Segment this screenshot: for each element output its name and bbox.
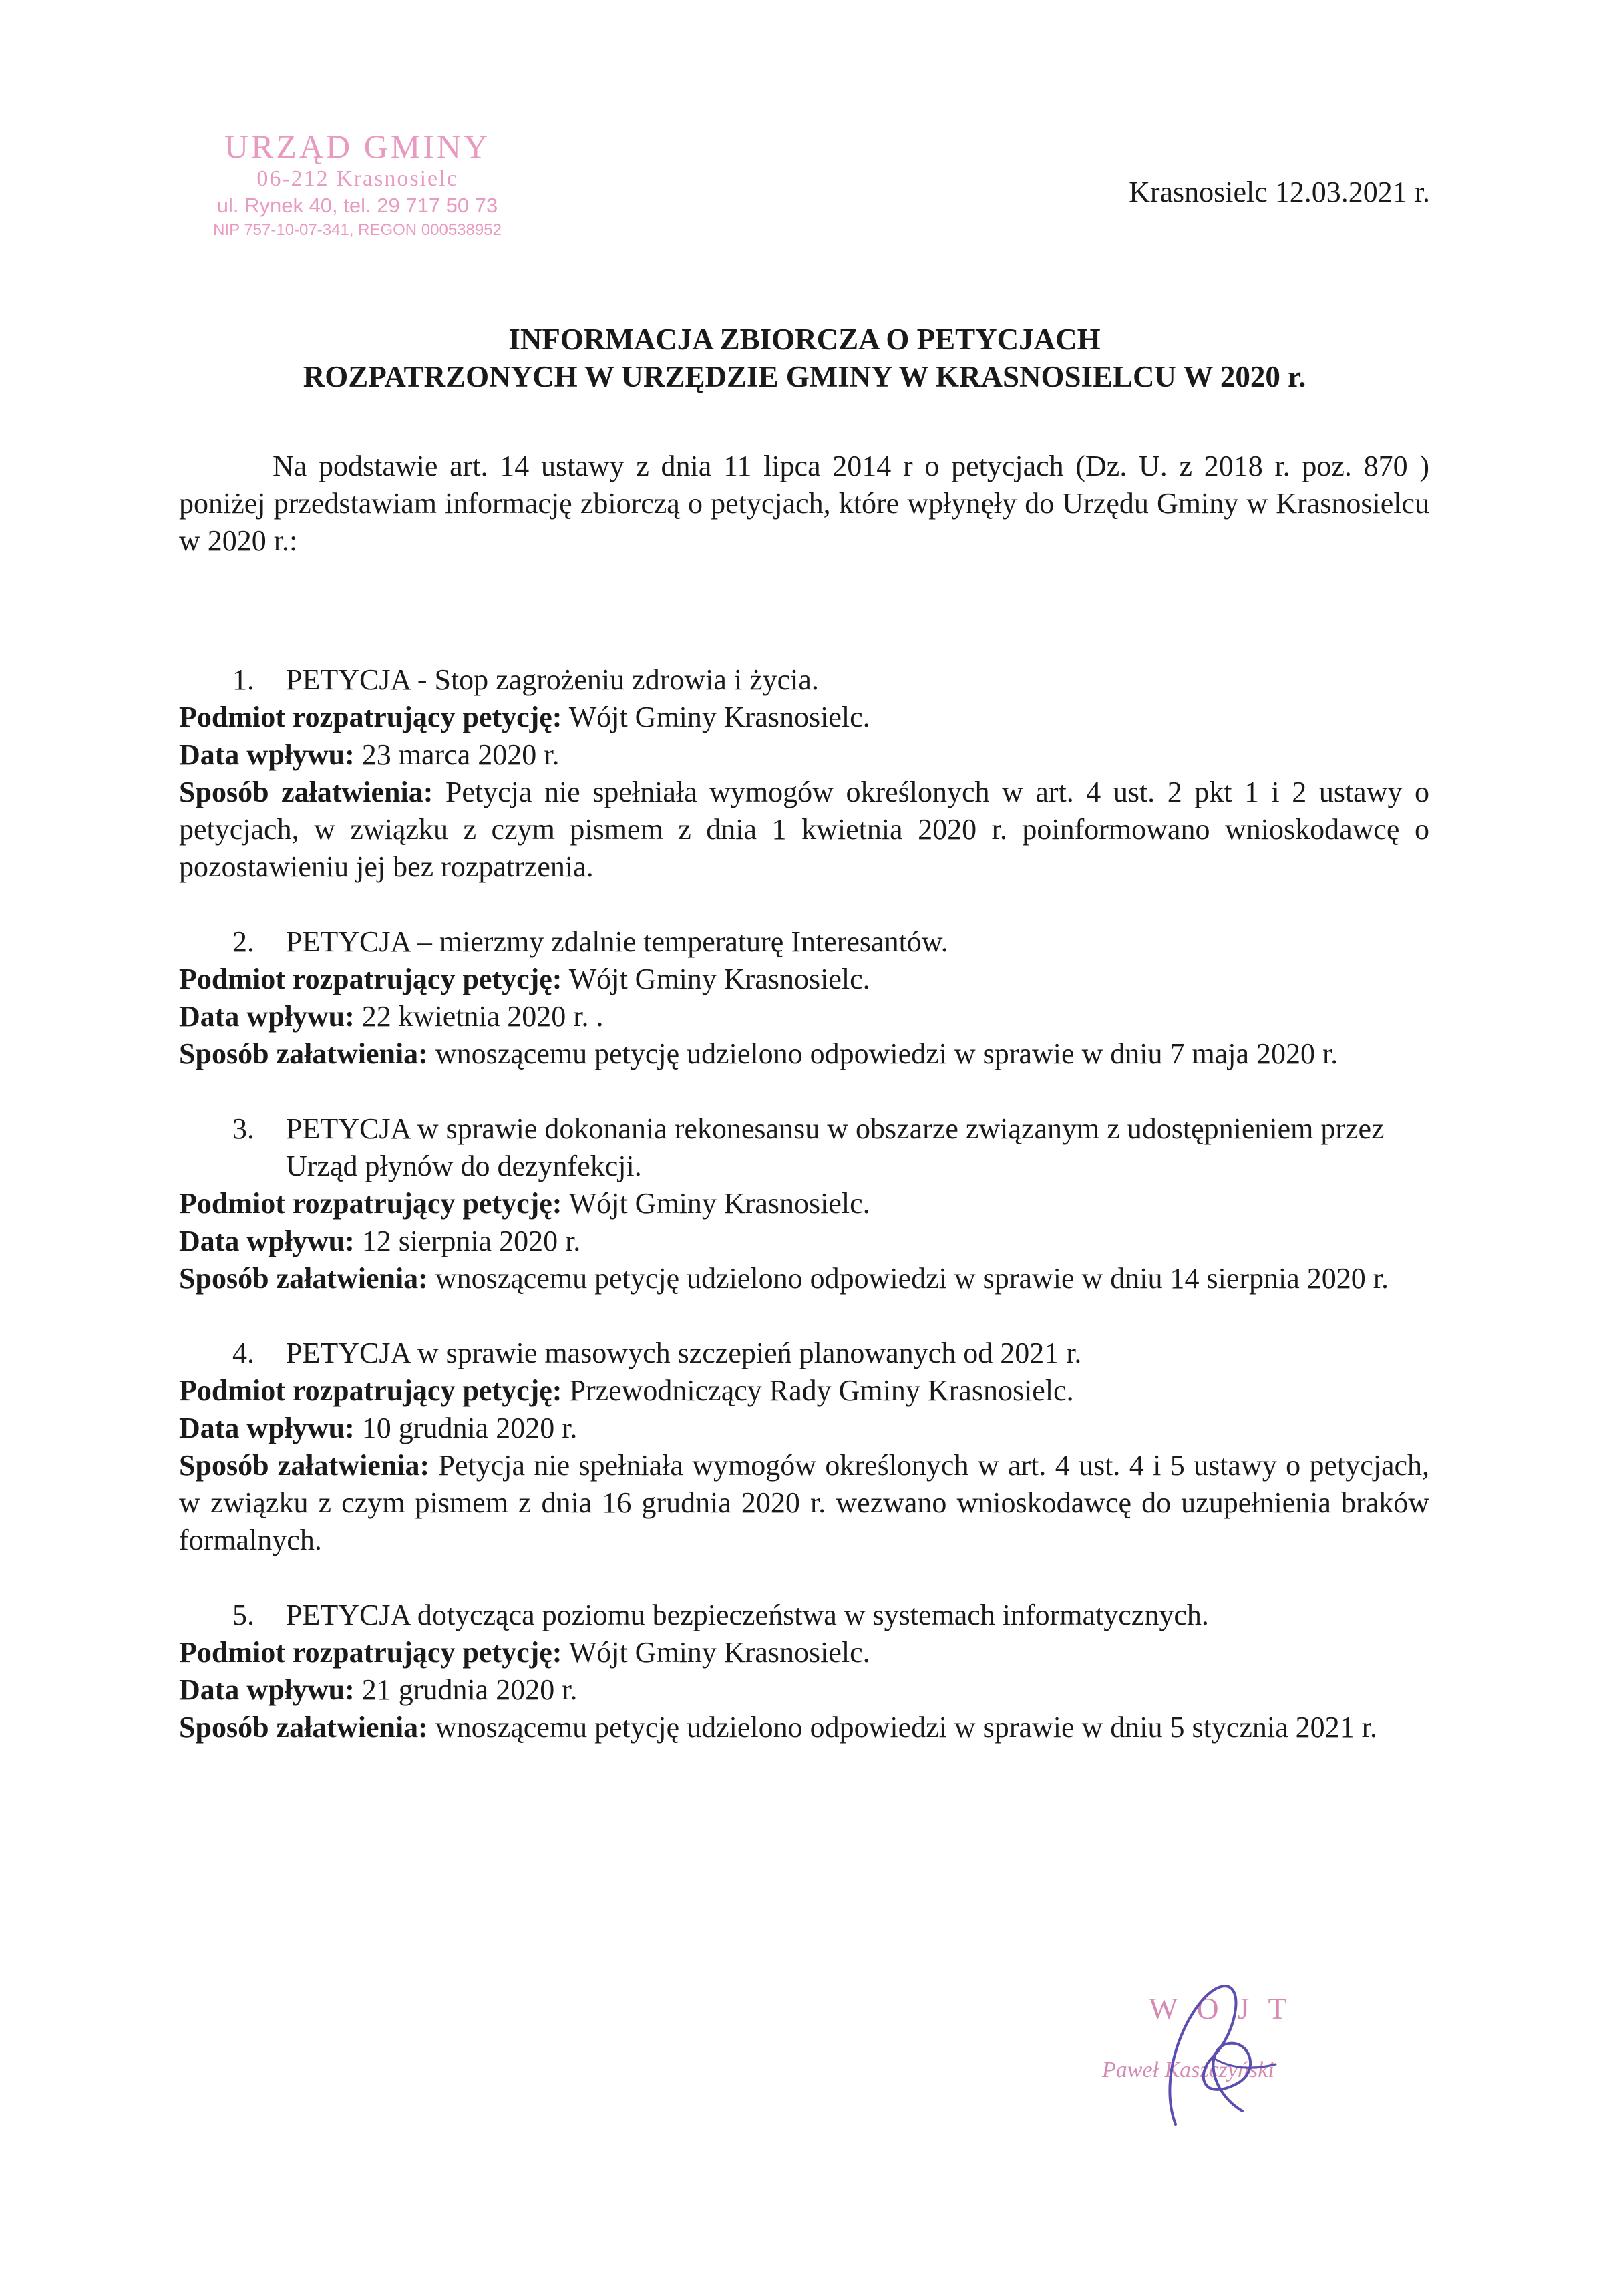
petition-heading [179, 1110, 1429, 1185]
subject-label: Podmiot rozpatrujący petycję: [179, 701, 562, 733]
petition-title: PETYCJA w sprawie dokonania rekonesansu w obszarze związanym z udostępnieniem przez Urząd płynów do dezynfekcji. [286, 1112, 1385, 1182]
petition-item [179, 923, 1429, 1073]
document-title [0, 321, 1609, 395]
signature-block [1075, 1957, 1383, 2131]
stamp-line-1: URZĄD GMINY [224, 128, 491, 165]
petition-date [179, 736, 1429, 774]
stamp-line-2: 06-212 Krasnosielc [256, 166, 458, 191]
petition-heading [179, 1597, 1429, 1634]
petition-title: PETYCJA – mierzmy zdalnie temperaturę Interesantów. [286, 925, 948, 958]
petition-method [179, 774, 1429, 886]
petition-title: PETYCJA - Stop zagrożeniu zdrowia i życia. [286, 663, 819, 696]
petition-item [179, 1110, 1429, 1297]
petition-number: 1. [232, 663, 254, 696]
title-line-2: ROZPATRZONYCH W URZĘDZIE GMINY W KRASNOSIELCU W 2020 r. [303, 360, 1306, 393]
subject-value: Wójt Gminy Krasnosielc. [568, 1187, 870, 1220]
subject-value: Przewodniczący Rady Gminy Krasnosielc. [569, 1374, 1074, 1407]
subject-value: Wójt Gminy Krasnosielc. [568, 701, 870, 733]
method-value: wnoszącemu petycję udzielono odpowiedzi w sprawie w dniu 14 sierpnia 2020 r. [435, 1262, 1389, 1295]
petition-subject [179, 699, 1429, 736]
petition-item [179, 1597, 1429, 1746]
method-label: Sposób załatwienia: [179, 1262, 428, 1295]
intro-text: Na podstawie art. 14 ustawy z dnia 11 lipca 2014 r o petycjach (Dz. U. z 2018 r. poz. 870 ) poniżej przedstawiam informację zbiorczą o petycjach, które wpłynęły do Urzędu Gminy w Krasnosielcu w 2020 r.: [179, 450, 1429, 557]
petition-number: 5. [232, 1599, 254, 1631]
title-line-1: INFORMACJA ZBIORCZA O PETYCJACH [508, 323, 1101, 356]
stamp-line-3: ul. Rynek 40, tel. 29 717 50 73 [216, 194, 498, 217]
petitions-list [179, 661, 1429, 1784]
date-label: Data wpływu: [179, 1224, 355, 1257]
petition-method [179, 1035, 1429, 1073]
method-label: Sposób załatwienia: [179, 776, 433, 808]
stamp-line-4: NIP 757-10-07-341, REGON 000538952 [213, 221, 502, 239]
subject-label: Podmiot rozpatrujący petycję: [179, 963, 562, 995]
method-label: Sposób załatwienia: [179, 1711, 428, 1744]
date-value: 23 marca 2020 r. [361, 738, 560, 771]
petition-heading [179, 923, 1429, 961]
intro-paragraph [179, 448, 1429, 560]
date-value: 12 sierpnia 2020 r. [361, 1224, 581, 1257]
subject-value: Wójt Gminy Krasnosielc. [568, 963, 870, 995]
petition-item [179, 1335, 1429, 1559]
office-stamp [170, 127, 544, 242]
petition-subject [179, 1634, 1429, 1671]
subject-label: Podmiot rozpatrujący petycję: [179, 1636, 562, 1669]
method-label: Sposób załatwienia: [179, 1037, 428, 1070]
petition-heading [179, 661, 1429, 699]
petition-subject [179, 961, 1429, 998]
petition-subject [179, 1185, 1429, 1222]
subject-label: Podmiot rozpatrujący petycję: [179, 1187, 562, 1220]
petition-method [179, 1447, 1429, 1559]
petition-number: 2. [232, 925, 254, 958]
method-label: Sposób załatwienia: [179, 1449, 430, 1482]
subject-value: Wójt Gminy Krasnosielc. [568, 1636, 870, 1669]
subject-label: Podmiot rozpatrujący petycję: [179, 1374, 562, 1407]
petition-method [179, 1709, 1429, 1746]
petition-item [179, 661, 1429, 886]
method-value: wnoszącemu petycję udzielono odpowiedzi w sprawie w dniu 7 maja 2020 r. [435, 1037, 1338, 1070]
date-label: Data wpływu: [179, 1412, 355, 1444]
petition-date [179, 1222, 1429, 1260]
date-value: 22 kwietnia 2020 r. . [361, 1000, 604, 1033]
petition-number: 3. [232, 1112, 254, 1145]
date-value: 10 grudnia 2020 r. [361, 1412, 578, 1444]
date-value: 21 grudnia 2020 r. [361, 1673, 578, 1706]
method-value: wnoszącemu petycję udzielono odpowiedzi w sprawie w dniu 5 stycznia 2021 r. [435, 1711, 1377, 1744]
method-value: Petycja nie spełniała wymogów określonych w art. 4 ust. 4 i 5 ustawy o petycjach, w związku z czym pismem z dnia 16 grudnia 2020 r. wezwano wnioskodawcę do uzupełnienia braków formalnych. [179, 1449, 1430, 1556]
handwritten-signature-icon [1075, 1957, 1383, 2131]
date-label: Data wpływu: [179, 738, 355, 771]
petition-heading [179, 1335, 1429, 1372]
signature-name: Paweł Kaszczyński [1102, 2058, 1274, 2082]
date-label: Data wpływu: [179, 1673, 355, 1706]
petition-title: PETYCJA w sprawie masowych szczepień planowanych od 2021 r. [286, 1337, 1082, 1369]
date-label: Data wpływu: [179, 1000, 355, 1033]
petition-date [179, 998, 1429, 1035]
method-value: Petycja nie spełniała wymogów określonych w art. 4 ust. 2 pkt 1 i 2 ustawy o petycjach, w związku z czym pismem z dnia 1 kwietnia 2020 r. poinformowano wnioskodawcę o pozostawieniu jej bez rozpatrzenia. [179, 776, 1430, 883]
petition-method [179, 1260, 1429, 1297]
petition-number: 4. [232, 1337, 254, 1369]
signature-role: WÓJT [1149, 1991, 1306, 2025]
petition-date [179, 1671, 1429, 1709]
petition-subject [179, 1372, 1429, 1410]
petition-date [179, 1410, 1429, 1447]
document-date: Krasnosielc 12.03.2021 r. [1129, 176, 1430, 208]
petition-title: PETYCJA dotycząca poziomu bezpieczeństwa w systemach informatycznych. [286, 1599, 1209, 1631]
